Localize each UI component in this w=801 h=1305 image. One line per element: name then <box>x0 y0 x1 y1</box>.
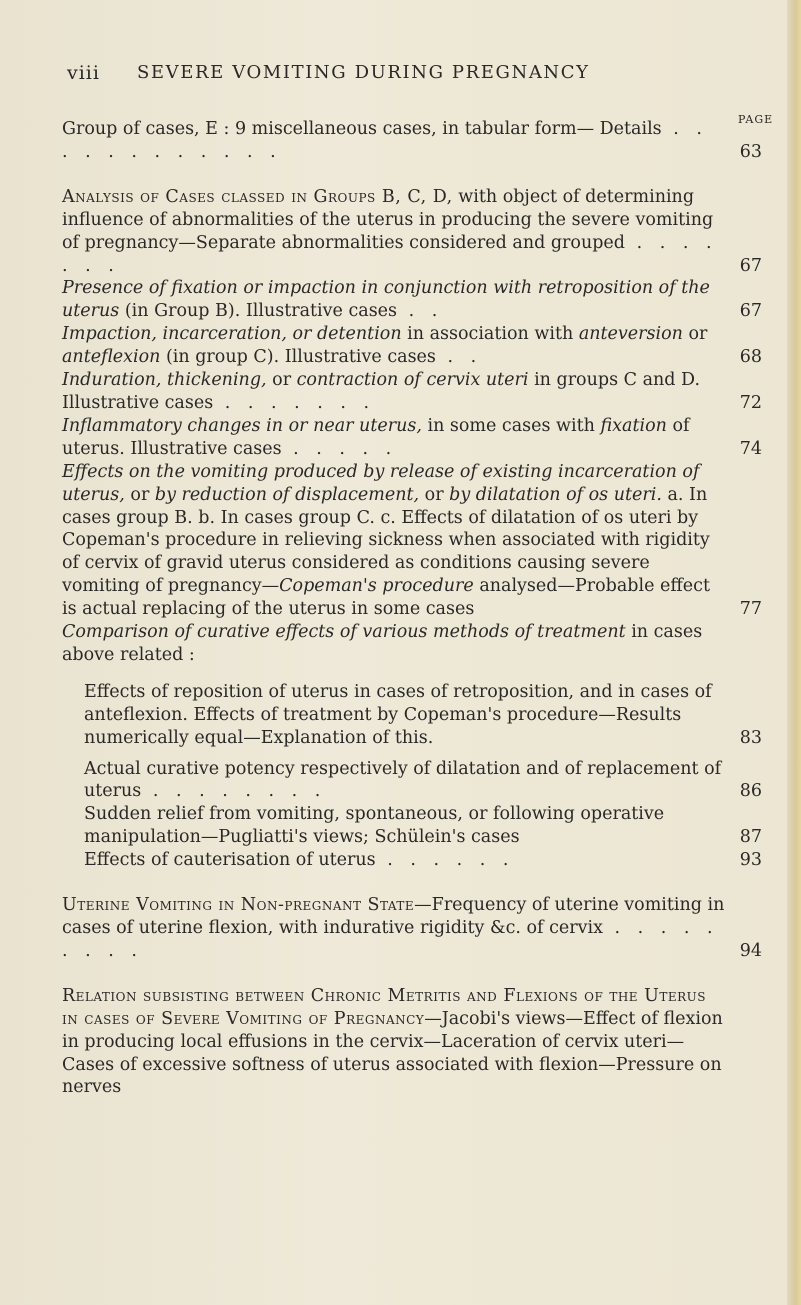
toc-entry <box>62 621 762 667</box>
entry-text: in groups C and D. Illustrative cases <box>62 370 701 413</box>
entry-page: 74 <box>739 438 762 459</box>
toc-entry <box>62 803 762 849</box>
toc-entry: Analysis of Cases classed in Groups B, C, D, with object of determining influence of abnormalities of the uterus in producing the severe vomiting of pregnancy—Separate abnormalities considered and grouped . . . . . . . 67 <box>62 186 762 276</box>
entry-text: —Frequency of uterine vomiting in cases of uterine flexion, with indurative rigidity &c. of cervix <box>62 895 725 938</box>
table-of-contents <box>62 118 762 1099</box>
entry-italic: by dilatation of os uteri. <box>449 484 662 505</box>
entry-page: 63 <box>739 141 762 162</box>
entry-italic: Presence of fixation or impaction in conjunction with retroposition of the uterus <box>62 278 710 322</box>
entry-page: 86 <box>739 781 762 802</box>
entry-text: or <box>682 324 708 345</box>
entry-page: 77 <box>739 599 762 620</box>
entry-italic: Inflammatory changes in or near uterus, <box>62 415 422 436</box>
entry-text: Actual curative potency respectively of dilatation and of replacement of uterus <box>84 758 722 802</box>
entry-text: Effects of cauterisation of uterus <box>84 850 376 871</box>
entry-text: a. In cases group B. b. In cases group C. c. Effects of dilatation of os uteri by Copeman's procedure in relieving sickness when associated with rigidity of cervix of gravid uterus considered as conditions causing severe vomiting of pregnancy— <box>62 484 710 597</box>
entry-heading: Relation subsisting between Chronic Metritis and Flexions of the Uterus in cases of Severe Vomiting of Pregnancy <box>62 985 707 1029</box>
page-column-label: PAGE <box>738 113 774 126</box>
entry-heading: Analysis of Cases classed in Groups B, C, D, <box>62 186 453 207</box>
running-header <box>67 62 590 84</box>
entry-text: in cases above related : <box>62 622 703 665</box>
toc-entry: Inflammatory changes in or near uterus, in some cases with fixation of uterus. Illustrative cases . . . . . 74 <box>62 415 762 459</box>
page-edge <box>787 0 801 1305</box>
toc-entry: Uterine Vomiting in Non-pregnant State—Frequency of uterine vomiting in cases of uterine flexion, with indurative rigidity &c. of cervix . . . . . . . . . 94 <box>62 895 762 961</box>
toc-entry: Actual curative potency respectively of dilatation and of replacement of uterus . . . . . . . . 86 <box>84 758 762 802</box>
entry-page: 94 <box>739 940 762 961</box>
toc-entry: Group of cases, E : 9 miscellaneous cases, in tabular form— Details . . . . . . . . . . . . 63 <box>62 119 762 162</box>
entry-page: 68 <box>739 347 762 368</box>
entry-text: or <box>266 370 297 391</box>
entry-page: 93 <box>739 850 762 871</box>
entry-page: 87 <box>739 827 762 848</box>
entry-italic: Comparison of curative effects of various methods of treatment <box>62 622 626 643</box>
entry-italic: Effects on the vomiting produced by release of existing incarceration of uterus, <box>62 461 700 505</box>
entry-text: (in group C). Illustrative cases <box>160 347 436 368</box>
entry-text: —Jacobi's views—Effect of flexion in producing local effusions in the cervix—Laceration of cervix uteri—Cases of excessive softness of uterus associated with flexion—Pressure on nerves <box>62 1008 723 1098</box>
entry-text: (in Group B). Illustrative cases <box>119 301 398 322</box>
entry-italic: Induration, thickening, <box>62 370 267 391</box>
entry-page: 83 <box>739 727 762 748</box>
entry-page: 67 <box>739 301 762 322</box>
entry-text: or <box>124 484 155 505</box>
toc-entry <box>62 461 762 621</box>
entry-italic: fixation <box>600 415 667 436</box>
entry-italic: Copeman's procedure <box>279 576 474 597</box>
entry-heading: Uterine Vomiting in Non-pregnant State <box>62 895 415 916</box>
entry-italic: Impaction, incarceration, or detention <box>62 324 402 345</box>
entry-text: with object of determining influence of abnormalities of the uterus in producing the severe vomiting of pregnancy—Separate abnormalities considered and grouped <box>62 186 714 253</box>
entry-text: Sudden relief from vomiting, spontaneous, or following operative manipulation—Pugliatti's views; Schülein's cases <box>84 804 665 848</box>
entry-italic: contraction of cervix uteri <box>296 370 529 391</box>
entry-text: in some cases with <box>421 415 601 436</box>
entry-text: of uterus. Illustrative cases <box>62 415 690 459</box>
toc-entry <box>62 681 762 750</box>
toc-entry <box>62 985 762 1100</box>
toc-entry: Effects of cauterisation of uterus . . . . . . 93 <box>84 850 762 871</box>
entry-italic: anteflexion <box>62 347 161 368</box>
entry-text: Group of cases, E : 9 miscellaneous cases, in tabular form— Details <box>62 119 662 139</box>
folio: viii <box>67 62 100 84</box>
entry-page: 67 <box>739 255 762 276</box>
toc-entry: Induration, thickening, or contraction of cervix uteri in groups C and D. Illustrative cases . . . . . . . 72 <box>62 370 762 413</box>
entry-text: analysed—Probable effect is actual replacing of the uterus in some cases <box>62 576 710 620</box>
entry-text: in association with <box>401 324 579 345</box>
entry-text: or <box>419 484 450 505</box>
running-title: SEVERE VOMITING DURING PREGNANCY <box>137 62 590 83</box>
toc-entry: Presence of fixation or impaction in conjunction with retroposition of the uterus (in Group B). Illustrative cases . . 67 <box>62 278 762 322</box>
toc-entry: Impaction, incarceration, or detention in association with anteversion or anteflexion (in group C). Illustrative cases . . 68 <box>62 324 762 368</box>
entry-italic: anteversion <box>578 324 683 345</box>
entry-text: Effects of reposition of uterus in cases of retroposition, and in cases of anteflexion. Effects of treatment by Copeman's procedure—Results numerically equal—Explanation of this. <box>84 681 712 748</box>
entry-page: 72 <box>739 392 762 413</box>
entry-italic: by reduction of displacement, <box>154 484 420 505</box>
